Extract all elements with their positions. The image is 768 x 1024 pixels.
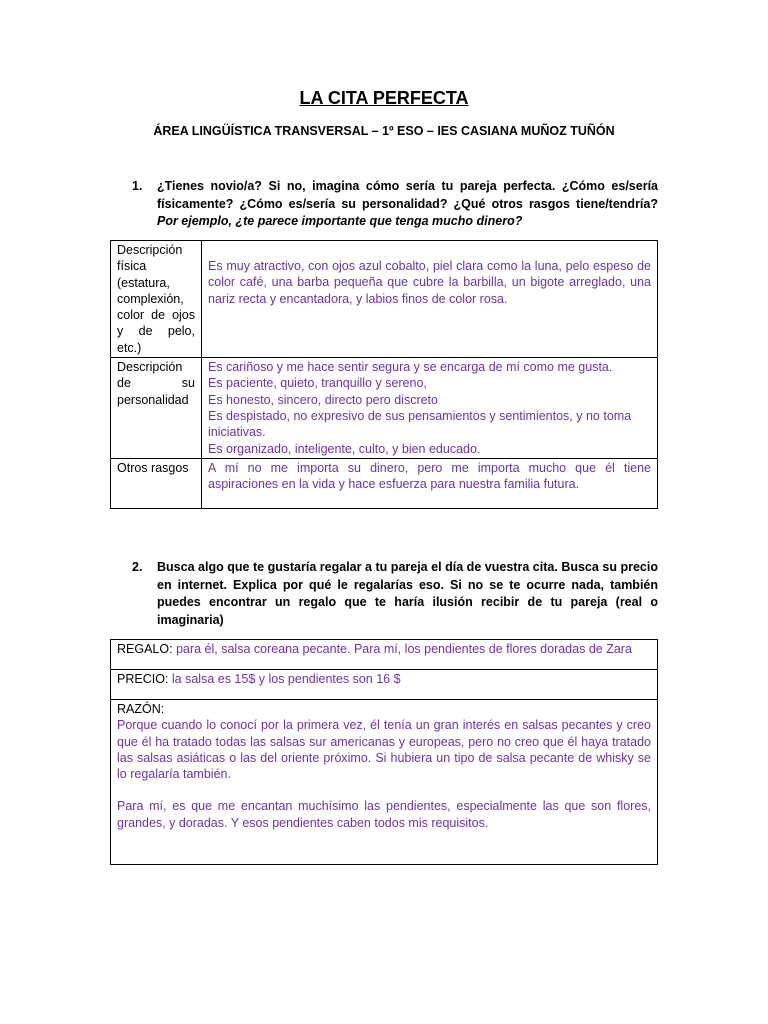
regalo-label: REGALO: <box>117 642 173 656</box>
table-row <box>111 700 658 865</box>
razon-label: RAZÓN: <box>117 702 165 716</box>
table-row <box>111 458 658 508</box>
question-number: 1. <box>132 179 143 193</box>
precio-answer: la salsa es 15$ y los pendientes son 16 $ <box>171 672 401 686</box>
table-row <box>111 670 658 700</box>
table-row <box>111 640 658 670</box>
answer-line: Es organizado, inteligente, culto, y bien educado. <box>208 441 481 456</box>
answer-cell[interactable] <box>202 458 658 508</box>
answer-line: Es despistado, no expresivo de sus pensamientos y sentimientos, y no toma iniciativas. <box>208 408 632 440</box>
answer-text: Es muy atractivo, con ojos azul cobalto, piel clara como la luna, pelo espeso de color café, una barba pequeña que cubre la barbilla, un bigote arreglado, una nariz recta y encantadora, y labios finos de color rosa. <box>208 259 651 306</box>
gift-table <box>110 639 658 865</box>
answer-cell[interactable] <box>111 670 658 700</box>
answer-cell[interactable] <box>111 640 658 670</box>
regalo-answer: para él, salsa coreana pecante. Para mí, los pendientes de flores doradas de Zara <box>176 642 632 656</box>
question-text: ¿Tienes novio/a? Si no, imagina cómo sería tu pareja perfecta. ¿Cómo es/sería físicamente? ¿Cómo es/sería su personalidad? ¿Qué otros rasgos tiene/tendría? <box>157 179 658 211</box>
razon-paragraph: Porque cuando lo conocí por la primera vez, él tenía un gran interés en salsas pecantes y creo que él ha tratado todas las salsas sur americanas y europeas, pero no creo que él haya tratado las salsas asiáticas o las del oriente próximo. Si hubiera un tipo de salsa pecante de whisky se lo regalaría también. <box>117 718 651 782</box>
page-subtitle: ÁREA LINGÜÍSTICA TRANSVERSAL – 1º ESO – IES CASIANA MUÑOZ TUÑÓN <box>153 124 615 138</box>
page-title: LA CITA PERFECTA <box>299 88 469 108</box>
answer-cell[interactable] <box>202 241 658 358</box>
question-2 <box>132 559 658 629</box>
row-label: Otros rasgos <box>111 458 202 508</box>
answer-line: Es paciente, quieto, tranquillo y sereno, <box>208 376 427 391</box>
question-text-italic: Por ejemplo, ¿te parece importante que tenga mucho dinero? <box>157 214 523 228</box>
answer-cell[interactable] <box>202 358 658 459</box>
question-1 <box>132 178 658 231</box>
profile-table <box>110 240 658 509</box>
precio-label: PRECIO: <box>117 672 169 686</box>
answer-line: Es honesto, sincero, directo pero discreto <box>208 392 438 407</box>
answer-line: Es cariñoso y me hace sentir segura y se encarga de mí como me gusta. <box>208 360 613 375</box>
question-text: Busca algo que te gustaría regalar a tu pareja el día de vuestra cita. Busca su precio en internet. Explica por qué le regalarías eso. Si no se te ocurre nada, también puedes encontrar un regalo que te haría ilusión recibir de tu pareja (real o imaginaria) <box>157 560 658 627</box>
row-label: Descripción física (estatura, complexión, color de ojos y de pelo, etc.) <box>111 241 202 358</box>
answer-cell[interactable] <box>111 700 658 865</box>
razon-paragraph: Para mí, es que me encantan muchísimo las pendientes, especialmente las que son flores, grandes, y doradas. Y esos pendientes caben todos mis requisitos. <box>117 799 651 830</box>
answer-text: A mí no me importa su dinero, pero me importa mucho que él tiene aspiraciones en la vida y hace esfuerza para nuestra familia futura. <box>208 460 651 492</box>
table-row <box>111 241 658 358</box>
paragraph-spacer <box>117 782 651 798</box>
table-row <box>111 358 658 459</box>
row-label: Descripción de su personalidad <box>111 358 202 459</box>
question-number: 2. <box>132 560 143 574</box>
